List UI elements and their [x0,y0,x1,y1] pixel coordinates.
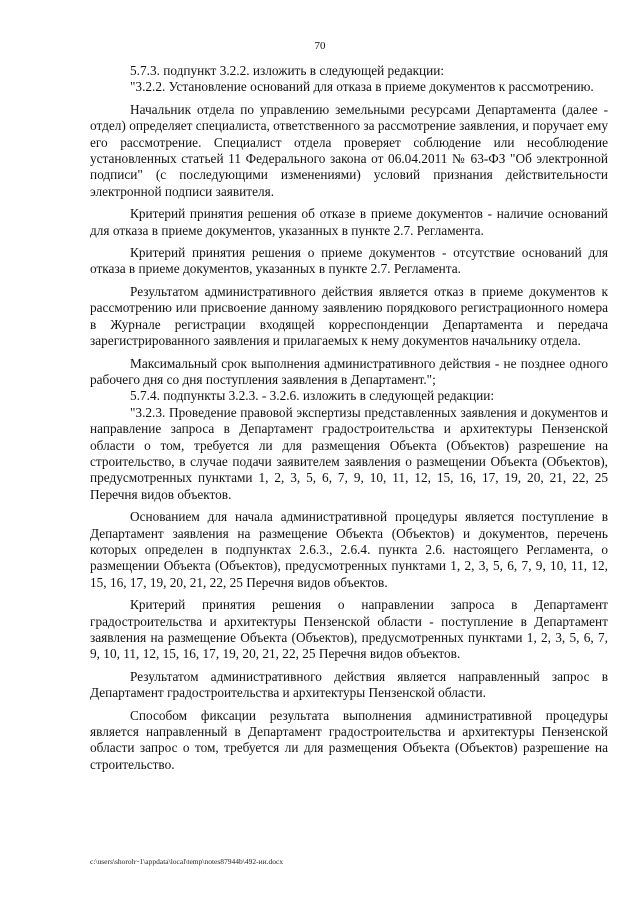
paragraph-3-2-2-heading: "3.2.2. Установление оснований для отказа в приеме документов к рассмотрению. [130,79,594,95]
paragraph-fixation-method: Способом фиксации результата выполнения административной процедуры является направленный в Департамент градостроительства и архитектуры Пензенской области запрос о том, требуется ли для размещения Объекта (Объектов) разрешение на строительство. [90,707,608,772]
paragraph-action-result: Результатом административного действия является отказ в приеме документов к рассмотрению или присвоение данному заявлению порядкового регистрационного номера в Журнале регистрации входящей корреспонденции Департамента и передача зарегистрированного заявления и прилагаемых к нему документов начальнику отдела. [90,283,608,349]
paragraph-max-term: Максимальный срок выполнения административного действия - не позднее одного рабочего дня со дня поступления заявления в Департамент."; [90,355,608,387]
paragraph-3-2-3-heading: "3.2.3. Проведение правовой экспертизы представленных заявления и документов и направление запроса в Департамент градостроительства и архитектуры Пензенской области о том, требуется ли для размещения Объекта (Объектов) разрешение на строительство, в случае подачи заявителем заявления о размещении Объекта (Объектов), предусмотренных пунктами 1, 2, 3, 5, 6, 7, 9, 10, 11, 12, 15, 16, 17, 19, 20, 21, 22, 25 Перечня видов объектов. [90,404,608,502]
paragraph-procedure-basis: Основанием для начала административной процедуры является поступление в Департамент заявления на размещение Объекта (Объектов) и документов, перечень которых определен в подпунктах 2.6.3., 2.6.4. пункта 2.6. настоящего Регламента, о размещении Объекта (Объектов), предусмотренных пунктами 1, 2, 3, 5, 6, 7, 9, 10, 11, 12, 15, 16, 17, 19, 20, 21, 22, 25 Перечня видов объектов. [90,509,608,590]
footer-file-path: c:\users\shoroh~1\appdata\local\temp\notes87944b\492-ии.docx [90,857,284,866]
paragraph-5-7-4: 5.7.4. подпункты 3.2.3. - 3.2.6. изложить в следующей редакции: [130,388,495,404]
paragraph-request-result: Результатом административного действия является направленный запрос в Департамент градостроительства и архитектуры Пензенской области. [90,668,608,701]
paragraph-request-criterion: Критерий принятия решения о направлении запроса в Департамент градостроительства и архитектуры Пензенской области - поступление в Департамент заявления на размещение Объекта (Объектов), предусмотренных пунктами 1, 2, 3, 5, 6, 7, 9, 10, 11, 12, 15, 16, 17, 19, 20, 21, 22, 25 Перечня видов объектов. [90,597,608,662]
paragraph-department-head: Начальник отдела по управлению земельными ресурсами Департамента (далее - отдел) определяет специалиста, ответственного за рассмотрение заявления, и поручает ему его рассмотрение. Специалист отдела проверяет соблюдение или несоблюдение установленных статьей 11 Федерального закона от 06.04.2011 № 63-ФЗ "Об электронной подписи" (с последующими изменениями) условий признания действительности электронной подписи заявителя. [90,101,608,199]
paragraph-refusal-criterion: Критерий принятия решения об отказе в приеме документов - наличие оснований для отказа в приеме документов, указанных в пункте 2.7. Регламента. [90,206,608,238]
document-body [90,63,608,773]
paragraph-acceptance-criterion: Критерий принятия решения о приеме документов - отсутствие оснований для отказа в приеме документов, указанных в пункте 2.7. Регламента. [90,245,608,277]
page-number: 70 [314,40,326,52]
paragraph-5-7-3: 5.7.3. подпункт 3.2.2. изложить в следующей редакции: [130,63,445,78]
